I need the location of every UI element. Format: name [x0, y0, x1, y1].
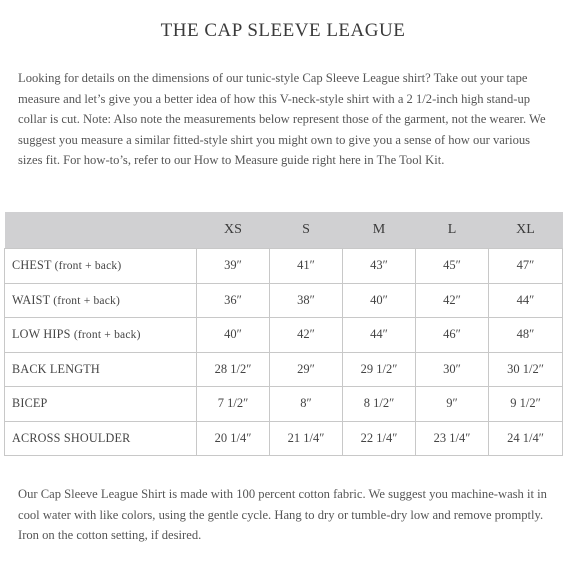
value-cell-xs: 28 1/2″	[197, 352, 270, 387]
care-paragraph: Our Cap Sleeve League Shirt is made with 100 percent cotton fabric. We suggest you machine-wash it in cool water with like colors, using the gentle cycle. Hang to dry or tumble-dry low and remove promptly. Iron on the cotton setting, if desired.	[18, 487, 547, 542]
table-row	[5, 352, 563, 387]
measurement-name: ACROSS SHOULDER	[12, 430, 131, 445]
value-cell-xl: 24 1/4″	[489, 421, 563, 456]
size-chart-table	[4, 212, 563, 456]
value-cell-xs: 40″	[197, 318, 270, 353]
value-cell-m: 43″	[343, 249, 416, 284]
value-cell-m: 8 1/2″	[343, 387, 416, 422]
value-cell-l: 30″	[416, 352, 489, 387]
table-header-row	[5, 212, 563, 249]
value-cell-s: 8″	[270, 387, 343, 422]
measurement-name: BACK LENGTH	[12, 361, 100, 376]
value-cell-xs: 39″	[197, 249, 270, 284]
value-cell-xs: 36″	[197, 283, 270, 318]
measurement-name: BICEP	[12, 396, 48, 411]
value-cell-s: 38″	[270, 283, 343, 318]
value-cell-m: 40″	[343, 283, 416, 318]
value-cell-l: 23 1/4″	[416, 421, 489, 456]
value-cell-l: 9″	[416, 387, 489, 422]
measurement-label	[5, 318, 197, 353]
header-cell-m: M	[343, 212, 416, 249]
value-cell-m: 29 1/2″	[343, 352, 416, 387]
measurement-label	[5, 249, 197, 284]
table-row	[5, 387, 563, 422]
measurement-label	[5, 387, 197, 422]
value-cell-l: 42″	[416, 283, 489, 318]
measurement-name: CHEST	[12, 258, 52, 273]
value-cell-s: 29″	[270, 352, 343, 387]
value-cell-s: 42″	[270, 318, 343, 353]
table-row	[5, 421, 563, 456]
measurement-label	[5, 421, 197, 456]
header-cell-l: L	[416, 212, 489, 249]
value-cell-xl: 9 1/2″	[489, 387, 563, 422]
value-cell-xl: 30 1/2″	[489, 352, 563, 387]
measurement-note: (front + back)	[73, 329, 141, 342]
intro-paragraph: Looking for details on the dimensions of our tunic-style Cap Sleeve League shirt? Take out your tape measure and let’s give you a better idea of how this V-neck-style shirt with a 2 1/2-inch high stand-up collar is cut. Note: Also note the measurements below represent those of the garment, not the wearer. We suggest you measure a similar fitted-style shirt you might own to give you a sense of how our various sizes fit. For how-to’s, refer to our How to Measure guide right here in The Tool Kit.	[18, 71, 546, 167]
page-title: THE CAP SLEEVE LEAGUE	[160, 20, 406, 41]
measurement-note: (front + back)	[54, 260, 122, 273]
measurement-name: WAIST	[12, 292, 51, 307]
table-row	[5, 283, 563, 318]
value-cell-s: 21 1/4″	[270, 421, 343, 456]
value-cell-m: 22 1/4″	[343, 421, 416, 456]
value-cell-xl: 44″	[489, 283, 563, 318]
header-cell-label	[5, 212, 197, 249]
header-cell-xs: XS	[197, 212, 270, 249]
value-cell-xl: 48″	[489, 318, 563, 353]
value-cell-s: 41″	[270, 249, 343, 284]
value-cell-l: 45″	[416, 249, 489, 284]
table-row	[5, 249, 563, 284]
value-cell-xs: 20 1/4″	[197, 421, 270, 456]
value-cell-l: 46″	[416, 318, 489, 353]
value-cell-m: 44″	[343, 318, 416, 353]
measurement-note: (front + back)	[53, 294, 121, 307]
value-cell-xl: 47″	[489, 249, 563, 284]
measurement-name: LOW HIPS	[12, 327, 71, 342]
header-cell-s: S	[270, 212, 343, 249]
measurement-label	[5, 283, 197, 318]
measurement-label	[5, 352, 197, 387]
header-cell-xl: XL	[489, 212, 563, 249]
table-row	[5, 318, 563, 353]
value-cell-xs: 7 1/2″	[197, 387, 270, 422]
